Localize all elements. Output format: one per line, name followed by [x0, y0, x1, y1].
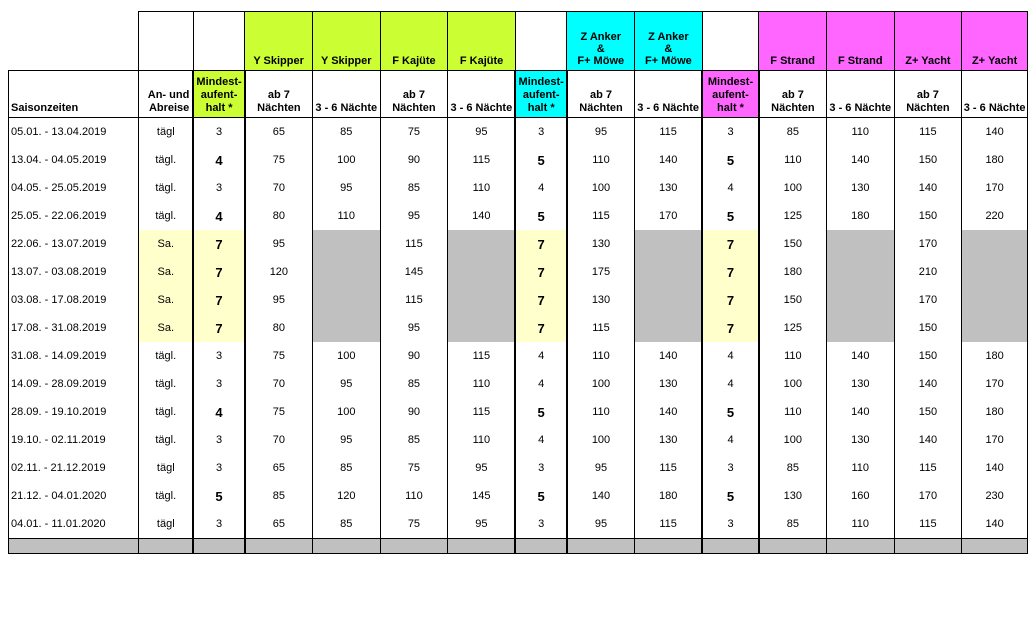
mindest-cell: 3	[515, 118, 567, 147]
f-strand-ab7-cell: 85	[759, 118, 827, 147]
f-kajuete-36-cell: 95	[448, 510, 516, 539]
f-strand-36-cell	[826, 314, 894, 342]
z-anker-36-cell: 130	[635, 426, 703, 454]
category-f-strand: F Strand	[826, 12, 894, 71]
mindest-cell: 5	[193, 482, 245, 510]
z-anker-36-cell: 115	[635, 454, 703, 482]
y-skipper-36-cell	[312, 314, 380, 342]
f-strand-ab7-cell: 180	[759, 258, 827, 286]
z-yacht-ab7-cell: 170	[894, 286, 962, 314]
z-anker-36-cell: 115	[635, 118, 703, 147]
an-abreise-cell: tägl	[139, 510, 194, 539]
y-skipper-ab7-cell: 120	[245, 258, 313, 286]
table-row	[9, 258, 1028, 286]
y-skipper-36-cell: 95	[312, 174, 380, 202]
z-yacht-36-cell	[962, 230, 1028, 258]
an-abreise-cell: Sa.	[139, 230, 194, 258]
mindest-header: Mindest- aufent- halt *	[702, 71, 759, 118]
f-strand-ab7-cell: 100	[759, 426, 827, 454]
z-anker-ab7-cell: 95	[567, 454, 635, 482]
mindest-cell: 5	[702, 398, 759, 426]
mindest-cell: 5	[515, 482, 567, 510]
price-table	[8, 11, 1028, 554]
mindest-cell: 7	[702, 258, 759, 286]
z-yacht-ab7-cell: 150	[894, 398, 962, 426]
mindest-cell: 7	[515, 230, 567, 258]
season-header: Saisonzeiten	[9, 71, 139, 118]
season-cell: 22.06. - 13.07.2019	[9, 230, 139, 258]
f-kajuete-ab7-cell: 90	[380, 342, 448, 370]
z-anker-ab7-cell: 110	[567, 146, 635, 174]
z-anker-ab7-cell: 110	[567, 398, 635, 426]
mindest-cell: 3	[193, 454, 245, 482]
y-skipper-ab7-cell: 70	[245, 426, 313, 454]
z-yacht-36-cell	[962, 258, 1028, 286]
f-kajuete-ab7-cell: 145	[380, 258, 448, 286]
z-anker-ab7-cell: 175	[567, 258, 635, 286]
table-row	[9, 202, 1028, 230]
z-anker-ab7-cell: 100	[567, 370, 635, 398]
mindest-cell: 7	[515, 286, 567, 314]
z-yacht-36-cell: 170	[962, 426, 1028, 454]
an-abreise-cell: Sa.	[139, 286, 194, 314]
f-strand-ab7-cell: 130	[759, 482, 827, 510]
mindest-cell: 5	[702, 482, 759, 510]
season-cell: 04.05. - 25.05.2019	[9, 174, 139, 202]
f-kajuete-36-cell: 115	[448, 398, 516, 426]
mindest-cell: 3	[702, 510, 759, 539]
mindest-cell: 3	[702, 454, 759, 482]
f-strand-36-cell: 110	[826, 510, 894, 539]
mindest-cell: 4	[515, 174, 567, 202]
z-anker-36-cell: 140	[635, 342, 703, 370]
z-anker-ab7-cell: 115	[567, 314, 635, 342]
z-anker-36-cell	[635, 258, 703, 286]
f-kajuete-36-cell: 145	[448, 482, 516, 510]
z-yacht-ab7-cell: 150	[894, 342, 962, 370]
f-kajuete-ab7-cell: 95	[380, 314, 448, 342]
y-skipper-ab7-cell: 70	[245, 370, 313, 398]
f-kajuete-ab7-cell: 85	[380, 426, 448, 454]
season-cell: 03.08. - 17.08.2019	[9, 286, 139, 314]
mindest-cell: 4	[702, 426, 759, 454]
mindest-cell: 4	[515, 370, 567, 398]
z-anker-ab7-cell: 115	[567, 202, 635, 230]
ab7-header: ab 7 Nächten	[380, 71, 448, 118]
n36-header: 3 - 6 Nächte	[962, 71, 1028, 118]
season-cell: 31.08. - 14.09.2019	[9, 342, 139, 370]
z-yacht-ab7-cell: 140	[894, 370, 962, 398]
f-kajuete-ab7-cell: 75	[380, 118, 448, 147]
mindest-cell: 3	[193, 510, 245, 539]
z-anker-36-cell	[635, 286, 703, 314]
z-yacht-36-cell: 140	[962, 118, 1028, 147]
an-abreise-cell: Sa.	[139, 314, 194, 342]
category-f-kajuete: F Kajüte	[448, 12, 516, 71]
z-anker-ab7-cell: 100	[567, 174, 635, 202]
table-row	[9, 230, 1028, 258]
mindest-cell: 3	[515, 510, 567, 539]
table-row	[9, 342, 1028, 370]
y-skipper-36-cell	[312, 286, 380, 314]
mindest-cell: 4	[702, 174, 759, 202]
season-cell: 04.01. - 11.01.2020	[9, 510, 139, 539]
ab7-header: ab 7 Nächten	[567, 71, 635, 118]
table-row	[9, 118, 1028, 147]
f-strand-36-cell: 130	[826, 370, 894, 398]
z-anker-36-cell: 130	[635, 174, 703, 202]
an-abreise-cell: tägl	[139, 454, 194, 482]
y-skipper-ab7-cell: 95	[245, 230, 313, 258]
f-strand-36-cell: 110	[826, 454, 894, 482]
f-kajuete-ab7-cell: 75	[380, 510, 448, 539]
mindest-cell: 7	[702, 286, 759, 314]
mindest-header: Mindest- aufent- halt *	[193, 71, 245, 118]
y-skipper-ab7-cell: 65	[245, 510, 313, 539]
mindest-cell: 7	[193, 258, 245, 286]
f-strand-ab7-cell: 150	[759, 230, 827, 258]
y-skipper-36-cell: 100	[312, 146, 380, 174]
mindest-cell: 4	[193, 202, 245, 230]
table-row	[9, 454, 1028, 482]
season-cell: 17.08. - 31.08.2019	[9, 314, 139, 342]
z-yacht-ab7-cell: 150	[894, 202, 962, 230]
table-footer-row	[9, 539, 1028, 554]
mindest-cell: 7	[702, 230, 759, 258]
an-abreise-cell: tägl	[139, 118, 194, 147]
mindest-cell: 5	[515, 398, 567, 426]
z-anker-ab7-cell: 95	[567, 118, 635, 147]
mindest-cell: 7	[702, 314, 759, 342]
f-kajuete-36-cell: 140	[448, 202, 516, 230]
an-abreise-cell: tägl.	[139, 370, 194, 398]
z-yacht-36-cell: 180	[962, 398, 1028, 426]
mindest-cell: 7	[193, 286, 245, 314]
season-cell: 13.07. - 03.08.2019	[9, 258, 139, 286]
season-cell: 05.01. - 13.04.2019	[9, 118, 139, 147]
f-kajuete-ab7-cell: 85	[380, 174, 448, 202]
f-strand-36-cell: 140	[826, 398, 894, 426]
f-strand-ab7-cell: 125	[759, 314, 827, 342]
f-kajuete-36-cell: 110	[448, 370, 516, 398]
category-f-strand: F Strand	[759, 12, 827, 71]
f-strand-36-cell	[826, 230, 894, 258]
mindest-cell: 3	[193, 118, 245, 147]
mindest-cell: 4	[193, 398, 245, 426]
y-skipper-ab7-cell: 80	[245, 314, 313, 342]
z-yacht-ab7-cell: 140	[894, 174, 962, 202]
ab7-header: ab 7 Nächten	[894, 71, 962, 118]
an-abreise-cell: tägl.	[139, 398, 194, 426]
y-skipper-ab7-cell: 80	[245, 202, 313, 230]
table-row	[9, 314, 1028, 342]
mindest-cell: 7	[515, 314, 567, 342]
an-abreise-cell: tägl.	[139, 342, 194, 370]
mindest-cell: 5	[702, 146, 759, 174]
f-kajuete-36-cell	[448, 314, 516, 342]
z-yacht-36-cell: 170	[962, 370, 1028, 398]
mindest-cell: 4	[193, 146, 245, 174]
mindest-header: Mindest- aufent- halt *	[515, 71, 567, 118]
z-anker-ab7-cell: 95	[567, 510, 635, 539]
mindest-cell: 4	[515, 342, 567, 370]
mindest-cell: 3	[193, 174, 245, 202]
season-cell: 19.10. - 02.11.2019	[9, 426, 139, 454]
y-skipper-ab7-cell: 95	[245, 286, 313, 314]
f-strand-36-cell	[826, 258, 894, 286]
z-yacht-36-cell	[962, 314, 1028, 342]
an-abreise-cell: tägl.	[139, 426, 194, 454]
f-kajuete-ab7-cell: 115	[380, 230, 448, 258]
z-anker-ab7-cell: 110	[567, 342, 635, 370]
y-skipper-36-cell: 95	[312, 370, 380, 398]
z-yacht-ab7-cell: 170	[894, 482, 962, 510]
mindest-cell: 4	[515, 426, 567, 454]
z-anker-36-cell	[635, 314, 703, 342]
y-skipper-36-cell: 100	[312, 398, 380, 426]
n36-header: 3 - 6 Nächte	[448, 71, 516, 118]
y-skipper-36-cell	[312, 258, 380, 286]
mindest-cell: 3	[702, 118, 759, 147]
z-yacht-ab7-cell: 115	[894, 118, 962, 147]
category-y-skipper: Y Skipper	[312, 12, 380, 71]
f-strand-ab7-cell: 110	[759, 146, 827, 174]
f-strand-ab7-cell: 85	[759, 454, 827, 482]
mindest-cell: 3	[193, 342, 245, 370]
an-abreise-cell: Sa.	[139, 258, 194, 286]
an-abreise-header: An- und Abreise	[139, 71, 194, 118]
f-kajuete-ab7-cell: 90	[380, 146, 448, 174]
f-kajuete-ab7-cell: 115	[380, 286, 448, 314]
z-yacht-ab7-cell: 150	[894, 314, 962, 342]
mindest-cell: 5	[702, 202, 759, 230]
z-yacht-36-cell: 230	[962, 482, 1028, 510]
z-anker-36-cell: 115	[635, 510, 703, 539]
f-kajuete-ab7-cell: 75	[380, 454, 448, 482]
z-yacht-36-cell	[962, 286, 1028, 314]
z-yacht-36-cell: 220	[962, 202, 1028, 230]
y-skipper-36-cell: 85	[312, 118, 380, 147]
z-yacht-36-cell: 140	[962, 454, 1028, 482]
table-row	[9, 286, 1028, 314]
f-kajuete-ab7-cell: 95	[380, 202, 448, 230]
mindest-cell: 4	[702, 370, 759, 398]
f-strand-36-cell: 140	[826, 342, 894, 370]
table-row	[9, 174, 1028, 202]
an-abreise-cell: tägl.	[139, 482, 194, 510]
season-cell: 14.09. - 28.09.2019	[9, 370, 139, 398]
z-yacht-ab7-cell: 115	[894, 510, 962, 539]
mindest-cell: 3	[515, 454, 567, 482]
f-kajuete-ab7-cell: 110	[380, 482, 448, 510]
z-anker-36-cell: 140	[635, 398, 703, 426]
f-kajuete-36-cell: 115	[448, 342, 516, 370]
table-row	[9, 146, 1028, 174]
f-strand-ab7-cell: 125	[759, 202, 827, 230]
y-skipper-ab7-cell: 85	[245, 482, 313, 510]
season-cell: 21.12. - 04.01.2020	[9, 482, 139, 510]
z-yacht-ab7-cell: 150	[894, 146, 962, 174]
y-skipper-ab7-cell: 75	[245, 398, 313, 426]
column-header-row	[9, 71, 1028, 118]
f-strand-36-cell: 180	[826, 202, 894, 230]
f-kajuete-36-cell	[448, 286, 516, 314]
n36-header: 3 - 6 Nächte	[635, 71, 703, 118]
an-abreise-cell: tägl.	[139, 202, 194, 230]
y-skipper-36-cell: 95	[312, 426, 380, 454]
f-strand-36-cell: 140	[826, 146, 894, 174]
z-anker-ab7-cell: 100	[567, 426, 635, 454]
y-skipper-ab7-cell: 75	[245, 146, 313, 174]
f-strand-ab7-cell: 110	[759, 342, 827, 370]
f-strand-36-cell: 160	[826, 482, 894, 510]
f-kajuete-36-cell	[448, 230, 516, 258]
y-skipper-36-cell: 85	[312, 454, 380, 482]
z-anker-ab7-cell: 140	[567, 482, 635, 510]
f-kajuete-ab7-cell: 90	[380, 398, 448, 426]
z-yacht-36-cell: 180	[962, 146, 1028, 174]
f-kajuete-36-cell: 110	[448, 174, 516, 202]
table-row	[9, 398, 1028, 426]
f-kajuete-ab7-cell: 85	[380, 370, 448, 398]
z-anker-36-cell: 170	[635, 202, 703, 230]
f-kajuete-36-cell: 95	[448, 118, 516, 147]
season-cell: 13.04. - 04.05.2019	[9, 146, 139, 174]
y-skipper-36-cell	[312, 230, 380, 258]
mindest-cell: 7	[193, 230, 245, 258]
z-anker-36-cell: 130	[635, 370, 703, 398]
n36-header: 3 - 6 Nächte	[312, 71, 380, 118]
z-anker-ab7-cell: 130	[567, 286, 635, 314]
f-strand-ab7-cell: 100	[759, 370, 827, 398]
z-yacht-ab7-cell: 210	[894, 258, 962, 286]
ab7-header: ab 7 Nächten	[759, 71, 827, 118]
category-z-yacht: Z+ Yacht	[962, 12, 1028, 71]
table-row	[9, 426, 1028, 454]
y-skipper-ab7-cell: 75	[245, 342, 313, 370]
f-strand-36-cell	[826, 286, 894, 314]
season-cell: 25.05. - 22.06.2019	[9, 202, 139, 230]
an-abreise-cell: tägl.	[139, 174, 194, 202]
y-skipper-36-cell: 85	[312, 510, 380, 539]
z-anker-ab7-cell: 130	[567, 230, 635, 258]
y-skipper-ab7-cell: 70	[245, 174, 313, 202]
category-f-kajuete: F Kajüte	[380, 12, 448, 71]
z-anker-36-cell: 140	[635, 146, 703, 174]
category-z-anker: Z Anker & F+ Möwe	[635, 12, 703, 71]
f-strand-ab7-cell: 85	[759, 510, 827, 539]
z-anker-36-cell	[635, 230, 703, 258]
z-yacht-ab7-cell: 170	[894, 230, 962, 258]
category-header-row	[9, 12, 1028, 71]
f-kajuete-36-cell	[448, 258, 516, 286]
z-yacht-36-cell: 170	[962, 174, 1028, 202]
f-strand-ab7-cell: 150	[759, 286, 827, 314]
y-skipper-ab7-cell: 65	[245, 118, 313, 147]
f-strand-ab7-cell: 100	[759, 174, 827, 202]
mindest-cell: 3	[193, 370, 245, 398]
z-yacht-36-cell: 140	[962, 510, 1028, 539]
f-strand-36-cell: 130	[826, 426, 894, 454]
z-yacht-ab7-cell: 115	[894, 454, 962, 482]
table-row	[9, 510, 1028, 539]
n36-header: 3 - 6 Nächte	[826, 71, 894, 118]
f-kajuete-36-cell: 110	[448, 426, 516, 454]
category-z-yacht: Z+ Yacht	[894, 12, 962, 71]
table-row	[9, 370, 1028, 398]
z-yacht-ab7-cell: 140	[894, 426, 962, 454]
mindest-cell: 3	[193, 426, 245, 454]
y-skipper-36-cell: 120	[312, 482, 380, 510]
season-cell: 02.11. - 21.12.2019	[9, 454, 139, 482]
z-yacht-36-cell: 180	[962, 342, 1028, 370]
y-skipper-36-cell: 110	[312, 202, 380, 230]
y-skipper-ab7-cell: 65	[245, 454, 313, 482]
f-kajuete-36-cell: 95	[448, 454, 516, 482]
category-y-skipper: Y Skipper	[245, 12, 313, 71]
category-z-anker: Z Anker & F+ Möwe	[567, 12, 635, 71]
mindest-cell: 7	[193, 314, 245, 342]
f-kajuete-36-cell: 115	[448, 146, 516, 174]
f-strand-36-cell: 110	[826, 118, 894, 147]
an-abreise-cell: tägl.	[139, 146, 194, 174]
z-anker-36-cell: 180	[635, 482, 703, 510]
y-skipper-36-cell: 100	[312, 342, 380, 370]
table-row	[9, 482, 1028, 510]
ab7-header: ab 7 Nächten	[245, 71, 313, 118]
mindest-cell: 4	[702, 342, 759, 370]
f-strand-36-cell: 130	[826, 174, 894, 202]
mindest-cell: 7	[515, 258, 567, 286]
f-strand-ab7-cell: 110	[759, 398, 827, 426]
season-cell: 28.09. - 19.10.2019	[9, 398, 139, 426]
mindest-cell: 5	[515, 146, 567, 174]
mindest-cell: 5	[515, 202, 567, 230]
